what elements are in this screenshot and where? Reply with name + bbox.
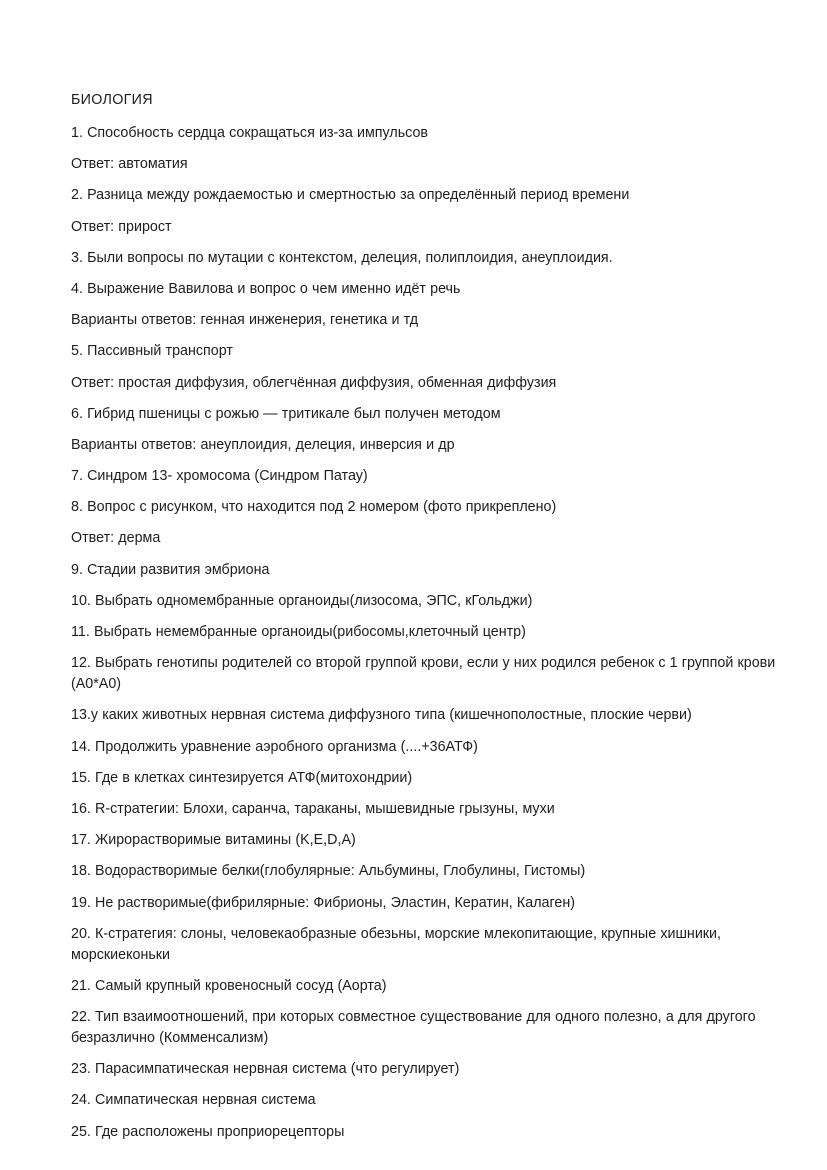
- question-paragraph: 9. Стадии развития эмбриона: [71, 561, 270, 578]
- question-paragraph: 12. Выбрать генотипы родителей со второй группой крови, если у них родился ребенок с 1 группой крови (А0*А0): [71, 655, 776, 693]
- document-content: [71, 90, 783, 1153]
- question-paragraph: 24. Симпатическая нервная система: [71, 1092, 316, 1109]
- question-paragraph: Варианты ответов: анеуплоидия, делеция, инверсия и др: [71, 436, 455, 453]
- question-paragraph: 13.у каких животных нервная система диффузного типа (кишечнополостные, плоские черви): [71, 707, 692, 724]
- question-paragraph: Варианты ответов: генная инженерия, генетика и тд: [71, 312, 419, 329]
- question-paragraph: 1. Способность сердца сокращаться из-за импульсов: [71, 125, 428, 141]
- question-paragraph: 21. Самый крупный кровеносный сосуд (Аорта): [71, 977, 387, 994]
- question-paragraph: 6. Гибрид пшеницы с рожью — тритикале был получен методом: [71, 405, 501, 422]
- question-paragraph: 2. Разница между рождаемостью и смертностью за определённый период времени: [71, 187, 630, 204]
- question-paragraph: 14. Продолжить уравнение аэробного организма (....+36АТФ): [71, 738, 478, 755]
- paragraph-list: [71, 123, 783, 1143]
- question-paragraph: 15. Где в клетках синтезируется АТФ(митохондрии): [71, 769, 413, 786]
- question-paragraph: 19. Не растворимые(фибрилярные: Фибрионы, Эластин, Кератин, Калаген): [71, 894, 575, 911]
- question-paragraph: 3. Были вопросы по мутации с контекстом, делеция, полиплоидия, анеуплоидия.: [71, 249, 613, 266]
- question-paragraph: 17. Жирорастворимые витамины (K,E,D,A): [71, 832, 356, 849]
- question-paragraph: 8. Вопрос с рисунком, что находится под 2 номером (фото прикреплено): [71, 499, 557, 516]
- question-paragraph: 18. Водорастворимые белки(глобулярные: Альбумины, Глобулины, Гистомы): [71, 863, 586, 880]
- question-paragraph: 4. Выражение Вавилова и вопрос о чем именно идёт речь: [71, 280, 461, 297]
- question-paragraph: 25. Где расположены проприорецепторы: [71, 1123, 345, 1140]
- question-paragraph: 23. Парасимпатическая нервная система (что регулирует): [71, 1061, 460, 1078]
- question-paragraph: 22. Тип взаимоотношений, при которых совместное существование для одного полезно, а для другого безразлично (Комменсализм): [71, 1009, 756, 1047]
- question-paragraph: Ответ: простая диффузия, облегчённая диффузия, обменная диффузия: [71, 374, 557, 391]
- question-paragraph: Ответ: автоматия: [71, 156, 188, 173]
- document-title: БИОЛОГИЯ: [71, 92, 153, 108]
- question-paragraph: 20. К-стратегия: слоны, человекаобразные обезьны, морские млекопитающие, крупные хишники, морскиеконьки: [71, 925, 722, 963]
- question-paragraph: Ответ: дерма: [71, 530, 161, 547]
- question-paragraph: 5. Пассивный транспорт: [71, 343, 233, 360]
- question-paragraph: Ответ: прирост: [71, 218, 172, 235]
- question-paragraph: 10. Выбрать одномембранные органоиды(лизосома, ЭПС, кГольджи): [71, 592, 533, 609]
- question-paragraph: 7. Синдром 13- хромосома (Синдром Патау): [71, 468, 368, 485]
- question-paragraph: 11. Выбрать немембранные органоиды(рибосомы,клеточный центр): [71, 624, 526, 640]
- question-paragraph: 16. R-стратегии: Блохи, саранча, тараканы, мышевидные грызуны, мухи: [71, 800, 555, 817]
